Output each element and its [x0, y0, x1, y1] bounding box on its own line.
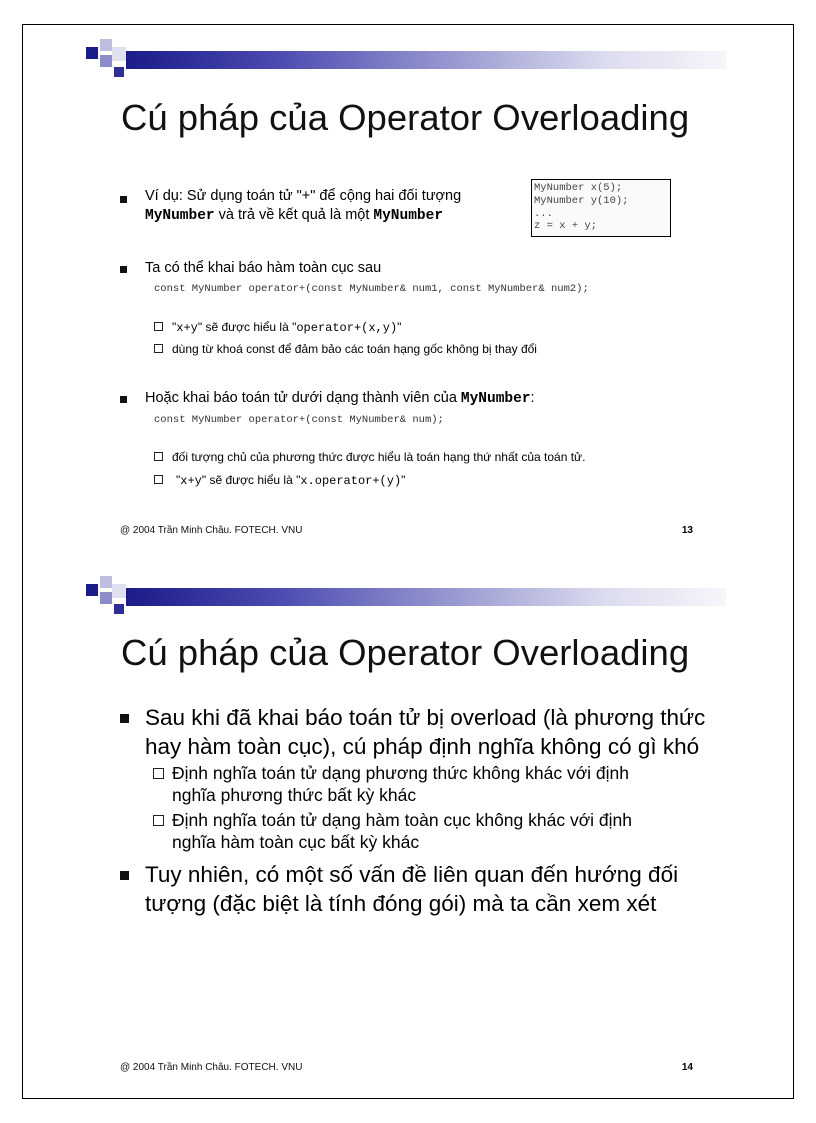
- sub-bullet-const: dùng từ khoá const để đảm bảo các toán hạng gốc không bị thay đổi: [154, 342, 537, 356]
- header-decoration: [86, 576, 726, 618]
- footer-copyright: @ 2004 Trần Minh Châu. FOTECH. VNU: [120, 525, 303, 536]
- sub-bullet-xy-member: "x+y" sẽ được hiểu là "x.operator+(y)": [154, 473, 405, 488]
- bullet-after-declare: Sau khi đã khai báo toán tử bị overload (là phương thức hay hàm toàn cục), cú pháp định nghĩa không có gì khó: [120, 703, 705, 761]
- bullet-member: Hoặc khai báo toán tử dưới dạng thành viên của MyNumber:: [120, 389, 535, 409]
- sub-bullet-owner-object: đối tượng chủ của phương thức được hiểu là toán hạng thứ nhất của toán tử.: [154, 450, 585, 464]
- sub-bullet-global-def: Định nghĩa toán tử dạng hàm toàn cục không khác với định nghĩa hàm toàn cục bất kỳ khác: [153, 809, 632, 853]
- page-number: 13: [681, 525, 693, 536]
- code-member-decl: const MyNumber operator+(const MyNumber& num);: [154, 414, 444, 426]
- sub-bullet-method-def: Định nghĩa toán tử dạng phương thức không khác với định nghĩa phương thức bất kỳ khác: [153, 762, 629, 806]
- bullet-global-function: Ta có thể khai báo hàm toàn cục sau: [120, 259, 381, 278]
- page-number: 14: [681, 1062, 693, 1073]
- header-decoration: [86, 39, 726, 81]
- slide-13: [22, 24, 794, 563]
- footer-copyright: @ 2004 Trần Minh Châu. FOTECH. VNU: [120, 1062, 303, 1073]
- sub-bullet-xy-global: "x+y" sẽ được hiểu là "operator+(x,y)": [154, 320, 401, 335]
- bullet-example: Ví dụ: Sử dụng toán tử "+" để cộng hai đối tượng MyNumber và trả về kết quả là một MyNumber: [120, 187, 461, 226]
- bullet-however: Tuy nhiên, có một số vấn đề liên quan đến hướng đối tượng (đặc biệt là tính đóng gói) mà ta cần xem xét: [120, 860, 678, 918]
- slide-14: [22, 562, 794, 1099]
- code-global-decl: const MyNumber operator+(const MyNumber& num1, const MyNumber& num2);: [154, 283, 589, 295]
- code-example-box: MyNumber x(5); MyNumber y(10); ... z = x + y;: [531, 179, 671, 237]
- slide-title: Cú pháp của Operator Overloading: [121, 632, 690, 673]
- slide-title: Cú pháp của Operator Overloading: [121, 97, 690, 138]
